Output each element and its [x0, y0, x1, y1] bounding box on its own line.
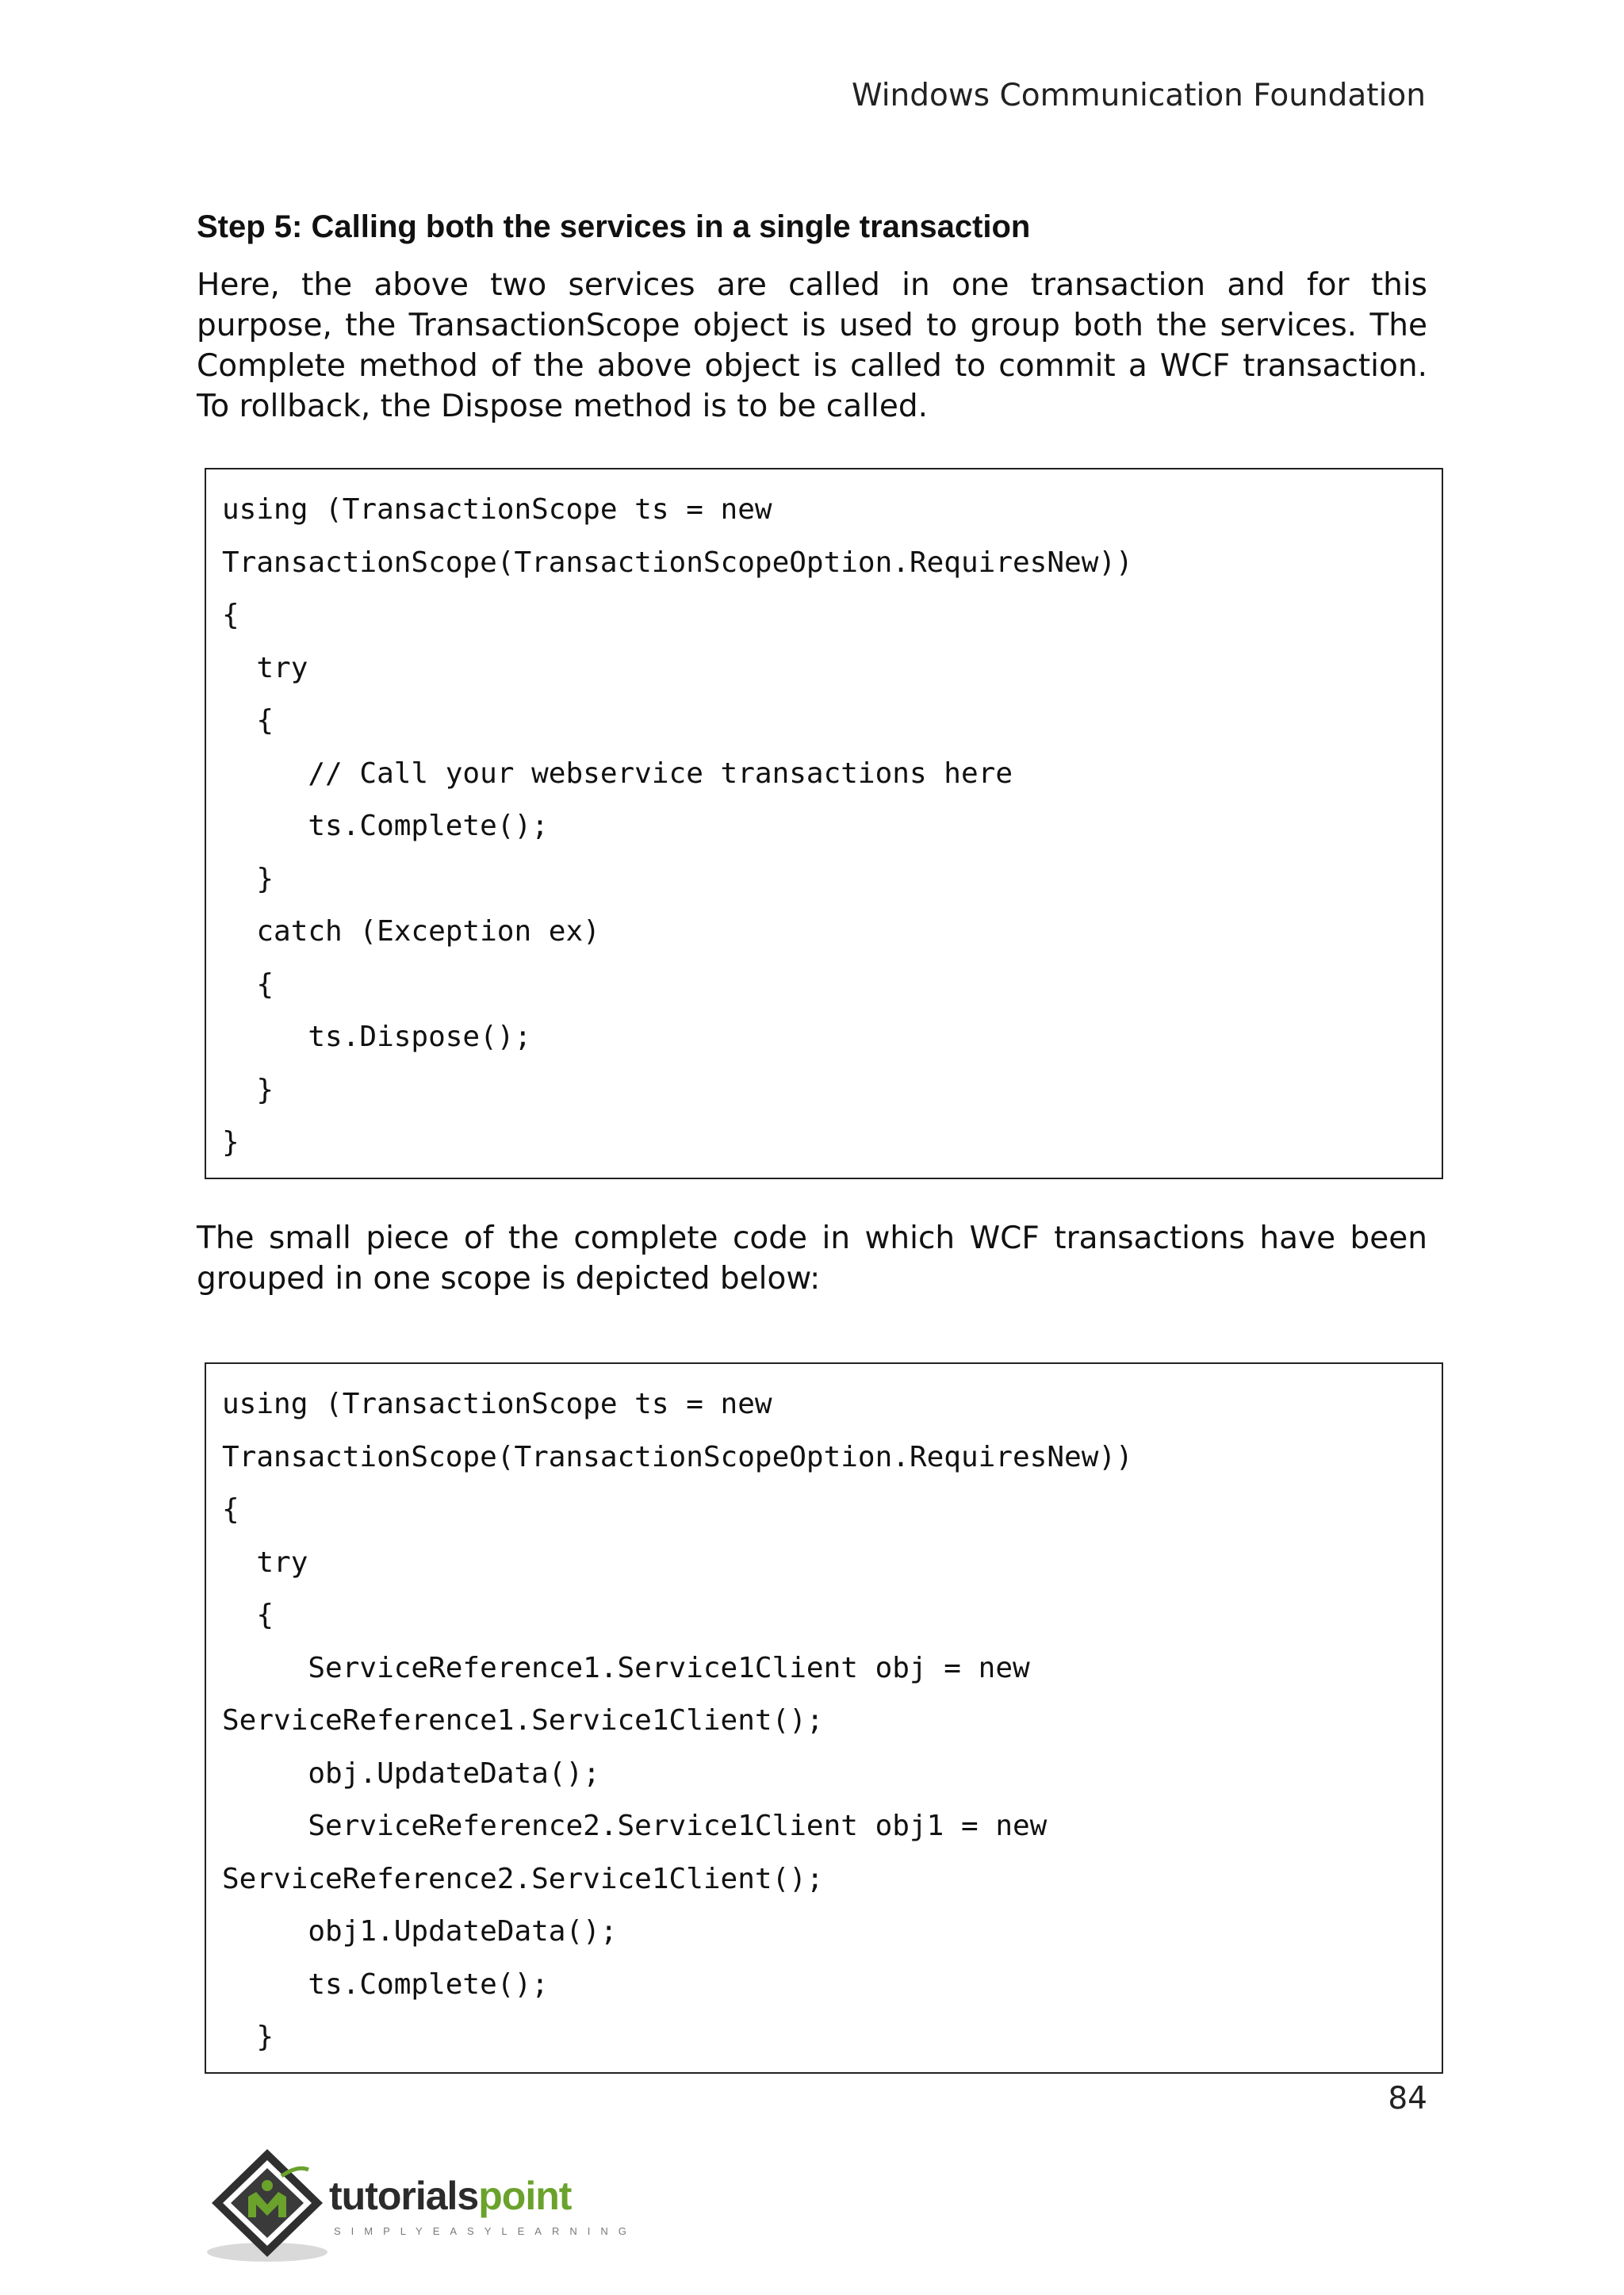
- running-header: Windows Communication Foundation: [852, 78, 1426, 113]
- followup-paragraph: The small piece of the complete code in which WCF transactions have been grouped in one scope is depicted below:: [197, 1220, 1427, 1297]
- logo-wordmark: tutorialspoint: [329, 2174, 572, 2218]
- code-line: {: [222, 1493, 239, 1526]
- code-line: // Call your webservice transactions here: [222, 757, 1013, 790]
- code-line: obj.UpdateData();: [222, 1757, 600, 1790]
- code-line: }: [222, 2021, 274, 2053]
- section-heading: Step 5: Calling both the services in a single transaction: [197, 209, 1031, 244]
- code-line: try: [222, 651, 308, 684]
- code-line: }: [222, 862, 274, 895]
- code-line: using (TransactionScope ts = new: [222, 1388, 772, 1420]
- code-line: {: [222, 967, 274, 1001]
- page-number: 84: [1388, 2081, 1427, 2117]
- tutorialspoint-logo: [202, 2141, 646, 2268]
- code-line: ts.Complete();: [222, 810, 549, 842]
- code-line: ts.Dispose();: [222, 1021, 532, 1053]
- code-line: ServiceReference1.Service1Client obj = new: [222, 1651, 1030, 1684]
- logo-emblem-icon: [202, 2141, 329, 2268]
- intro-paragraph: Here, the above two services are called in one transaction and for this purpose, the TransactionScope object is used to group both the services. The Complete method of the above object is called to commit a WCF transaction. To rollback, the Dispose method is to be called.: [197, 267, 1427, 424]
- code-line: using (TransactionScope ts = new: [222, 493, 772, 526]
- logo-tagline: SIMPLYEASYLEARNING: [334, 2225, 637, 2237]
- code-line: }: [222, 1073, 274, 1106]
- code-line: ServiceReference2.Service1Client();: [222, 1862, 824, 1895]
- code-block-1: [205, 468, 1443, 1179]
- code-line: TransactionScope(TransactionScopeOption.RequiresNew)): [222, 1440, 1133, 1473]
- code-line: ts.Complete();: [222, 1967, 549, 2001]
- code-line: {: [222, 1599, 274, 1631]
- code-line: {: [222, 704, 274, 737]
- code-line: ServiceReference1.Service1Client();: [222, 1704, 824, 1737]
- code-line: obj1.UpdateData();: [222, 1915, 618, 1948]
- code-line: TransactionScope(TransactionScopeOption.RequiresNew)): [222, 546, 1133, 579]
- code-line: try: [222, 1546, 308, 1579]
- code-line: ServiceReference2.Service1Client obj1 = new: [222, 1810, 1048, 1842]
- code-line: {: [222, 599, 239, 631]
- code-block-2: [205, 1362, 1443, 2074]
- code-line: catch (Exception ex): [222, 915, 600, 948]
- code-line: }: [222, 1126, 239, 1159]
